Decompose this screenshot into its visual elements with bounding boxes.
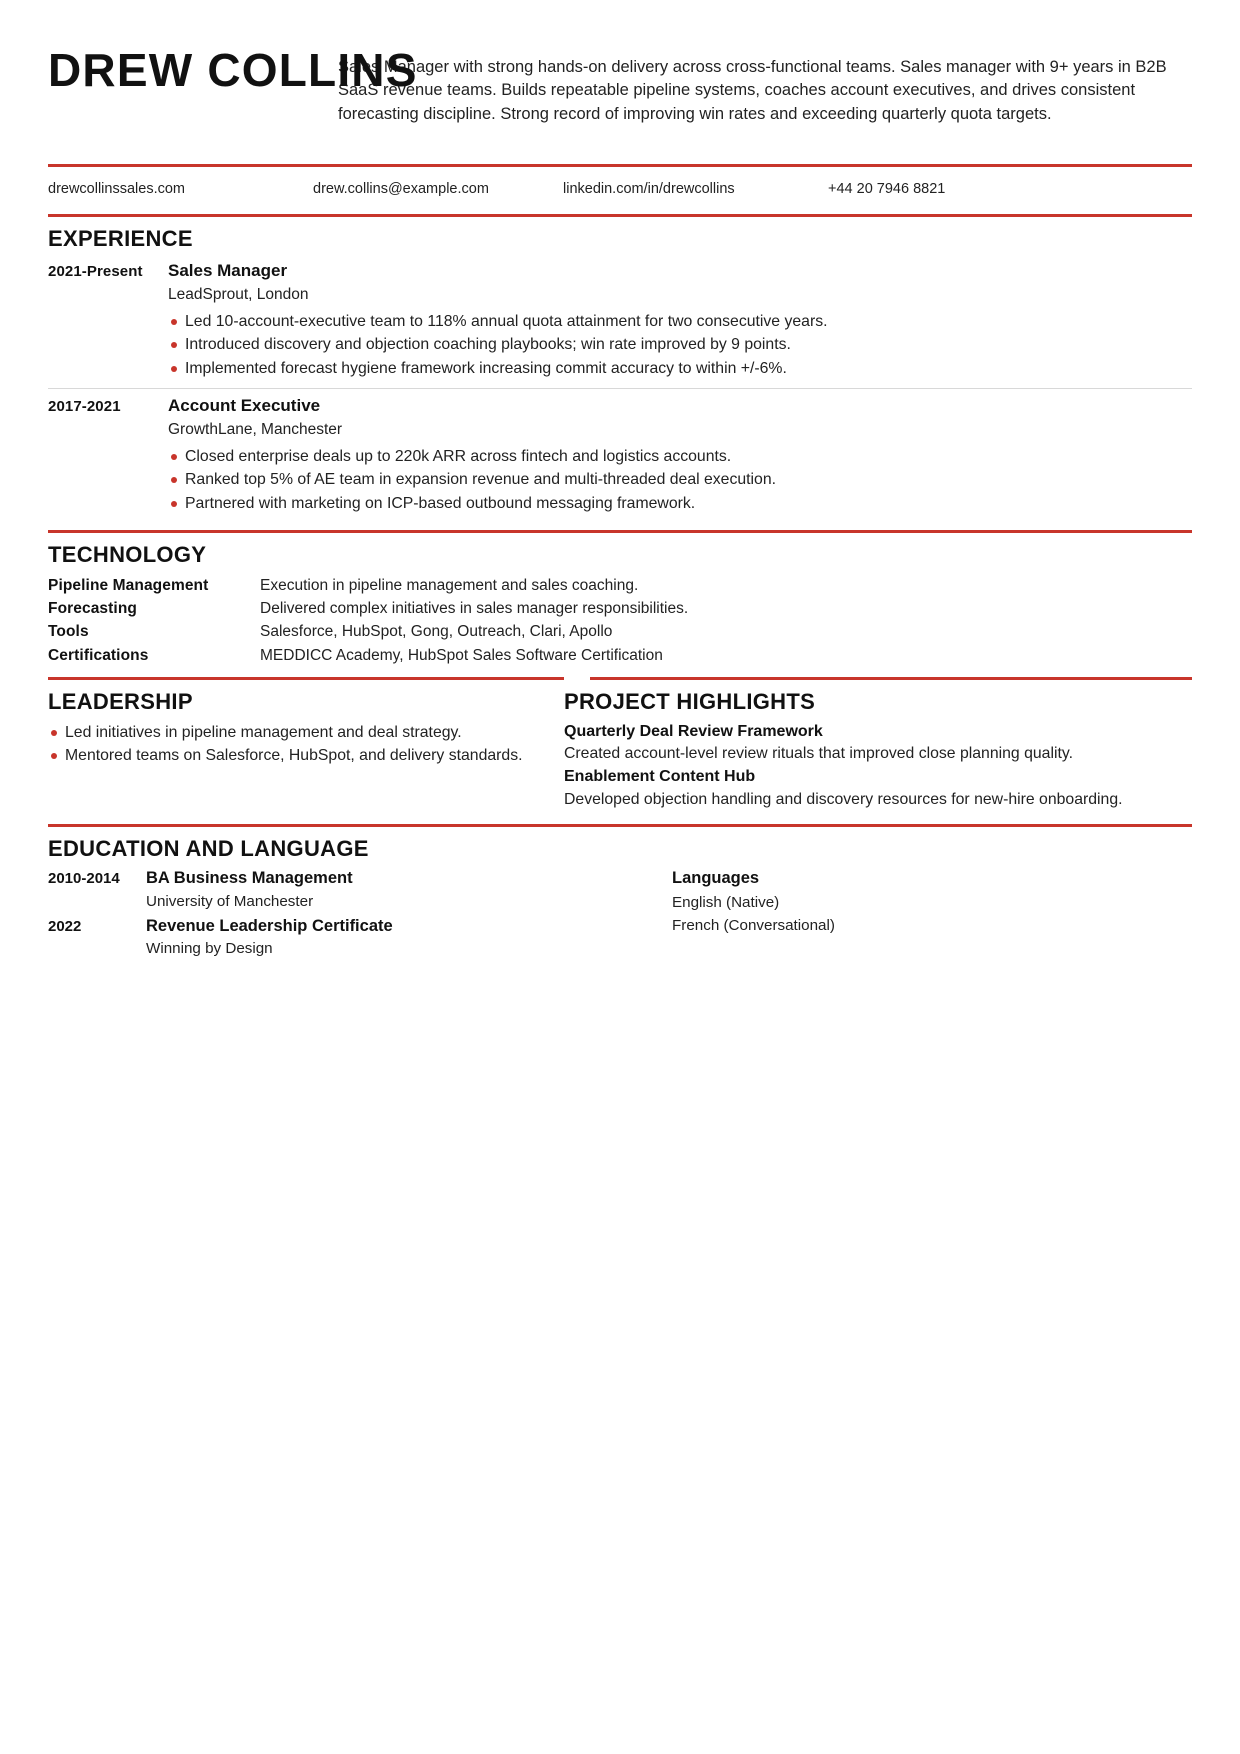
projects-column	[564, 680, 1192, 813]
education-school: University of Manchester	[146, 892, 314, 910]
technology-value: MEDDICC Academy, HubSpot Sales Software Certification	[260, 646, 663, 664]
experience-dates: 2017-2021	[48, 398, 121, 416]
education-row	[48, 868, 1192, 963]
education-degree: BA Business Management	[146, 869, 353, 888]
resume-header	[48, 44, 1192, 152]
technology-value: Execution in pipeline management and sales coaching.	[260, 577, 639, 595]
candidate-name: DREW COLLINS	[48, 44, 418, 96]
leadership-bullet: Led initiatives in pipeline management and deal strategy.	[48, 721, 538, 745]
language-item: English (Native)	[672, 893, 780, 911]
leadership-bullet: Mentored teams on Salesforce, HubSpot, and delivery standards.	[48, 744, 538, 768]
section-title-projects: PROJECT HIGHLIGHTS	[564, 688, 816, 714]
experience-role: Account Executive	[168, 396, 321, 416]
technology-table	[48, 574, 1192, 666]
contact-row	[48, 167, 1192, 206]
project-description: Created account-level review rituals that improved close planning quality.	[564, 745, 1073, 763]
technology-label: Forecasting	[48, 600, 137, 618]
section-title-education: EDUCATION AND LANGUAGE	[48, 836, 369, 862]
section-title-experience: EXPERIENCE	[48, 226, 193, 251]
table-row	[48, 644, 1192, 667]
experience-dates: 2021-Present	[48, 263, 143, 280]
experience-divider	[48, 530, 1192, 533]
experience-bullet-list	[168, 310, 1192, 381]
experience-entry	[48, 258, 1192, 383]
table-row	[48, 574, 1192, 597]
project-name: Enablement Content Hub	[564, 768, 756, 786]
experience-bullet-list	[168, 445, 1192, 516]
language-item: French (Conversational)	[672, 917, 835, 935]
project-description: Developed objection handling and discovery resources for new-hire onboarding.	[564, 790, 1123, 808]
experience-bullet: Partnered with marketing on ICP-based outbound messaging framework.	[168, 492, 1192, 516]
languages-column	[672, 868, 1192, 937]
education-dates: 2022	[48, 917, 82, 935]
table-row	[48, 597, 1192, 620]
contact-email[interactable]: drew.collins@example.com	[313, 181, 489, 197]
experience-organization: GrowthLane, Manchester	[168, 421, 343, 439]
leadership-column	[48, 680, 564, 771]
contact-divider	[48, 214, 1192, 217]
experience-bullet: Ranked top 5% of AE team in expansion revenue and multi-threaded deal execution.	[168, 468, 1192, 492]
technology-label: Certifications	[48, 646, 149, 664]
project-name: Quarterly Deal Review Framework	[564, 722, 823, 740]
education-dates: 2010-2014	[48, 870, 120, 888]
education-column	[48, 868, 672, 963]
experience-bullet: Led 10-account-executive team to 118% annual quota attainment for two consecutive years.	[168, 310, 1192, 334]
leadership-bullet-list	[48, 721, 538, 768]
education-entry	[48, 868, 672, 912]
table-row	[48, 620, 1192, 643]
experience-organization: LeadSprout, London	[168, 286, 309, 304]
section-title-technology: TECHNOLOGY	[48, 542, 207, 568]
contact-website[interactable]: drewcollinssales.com	[48, 181, 185, 197]
education-divider	[48, 824, 1192, 827]
professional-summary: Sales Manager with strong hands-on delivery across cross-functional teams. Sales manager with 9+ years in B2B SaaS revenue teams. Builds repeatable pipeline systems, coaches account executives, and drives consistent forecasting discipline. Strong record of improving win rates and exceeding quarterly quota targets.	[338, 58, 1167, 123]
leadership-projects-row	[48, 680, 1192, 813]
technology-label: Tools	[48, 623, 89, 641]
technology-label: Pipeline Management	[48, 577, 209, 595]
education-school: Winning by Design	[146, 940, 273, 958]
experience-entry	[48, 388, 1192, 518]
section-title-leadership: LEADERSHIP	[48, 688, 193, 714]
experience-bullet: Closed enterprise deals up to 220k ARR across fintech and logistics accounts.	[168, 445, 1192, 469]
experience-role: Sales Manager	[168, 261, 288, 280]
experience-bullet: Introduced discovery and objection coaching playbooks; win rate improved by 9 points.	[168, 333, 1192, 357]
languages-title: Languages	[672, 869, 760, 888]
contact-linkedin[interactable]: linkedin.com/in/drewcollins	[563, 181, 735, 197]
experience-bullet: Implemented forecast hygiene framework increasing commit accuracy to within +/-6%.	[168, 357, 1192, 381]
education-entry	[48, 916, 672, 960]
education-degree: Revenue Leadership Certificate	[146, 916, 393, 935]
technology-value: Salesforce, HubSpot, Gong, Outreach, Clari, Apollo	[260, 623, 613, 641]
technology-value: Delivered complex initiatives in sales manager responsibilities.	[260, 600, 689, 618]
contact-phone[interactable]: +44 20 7946 8821	[828, 181, 946, 197]
